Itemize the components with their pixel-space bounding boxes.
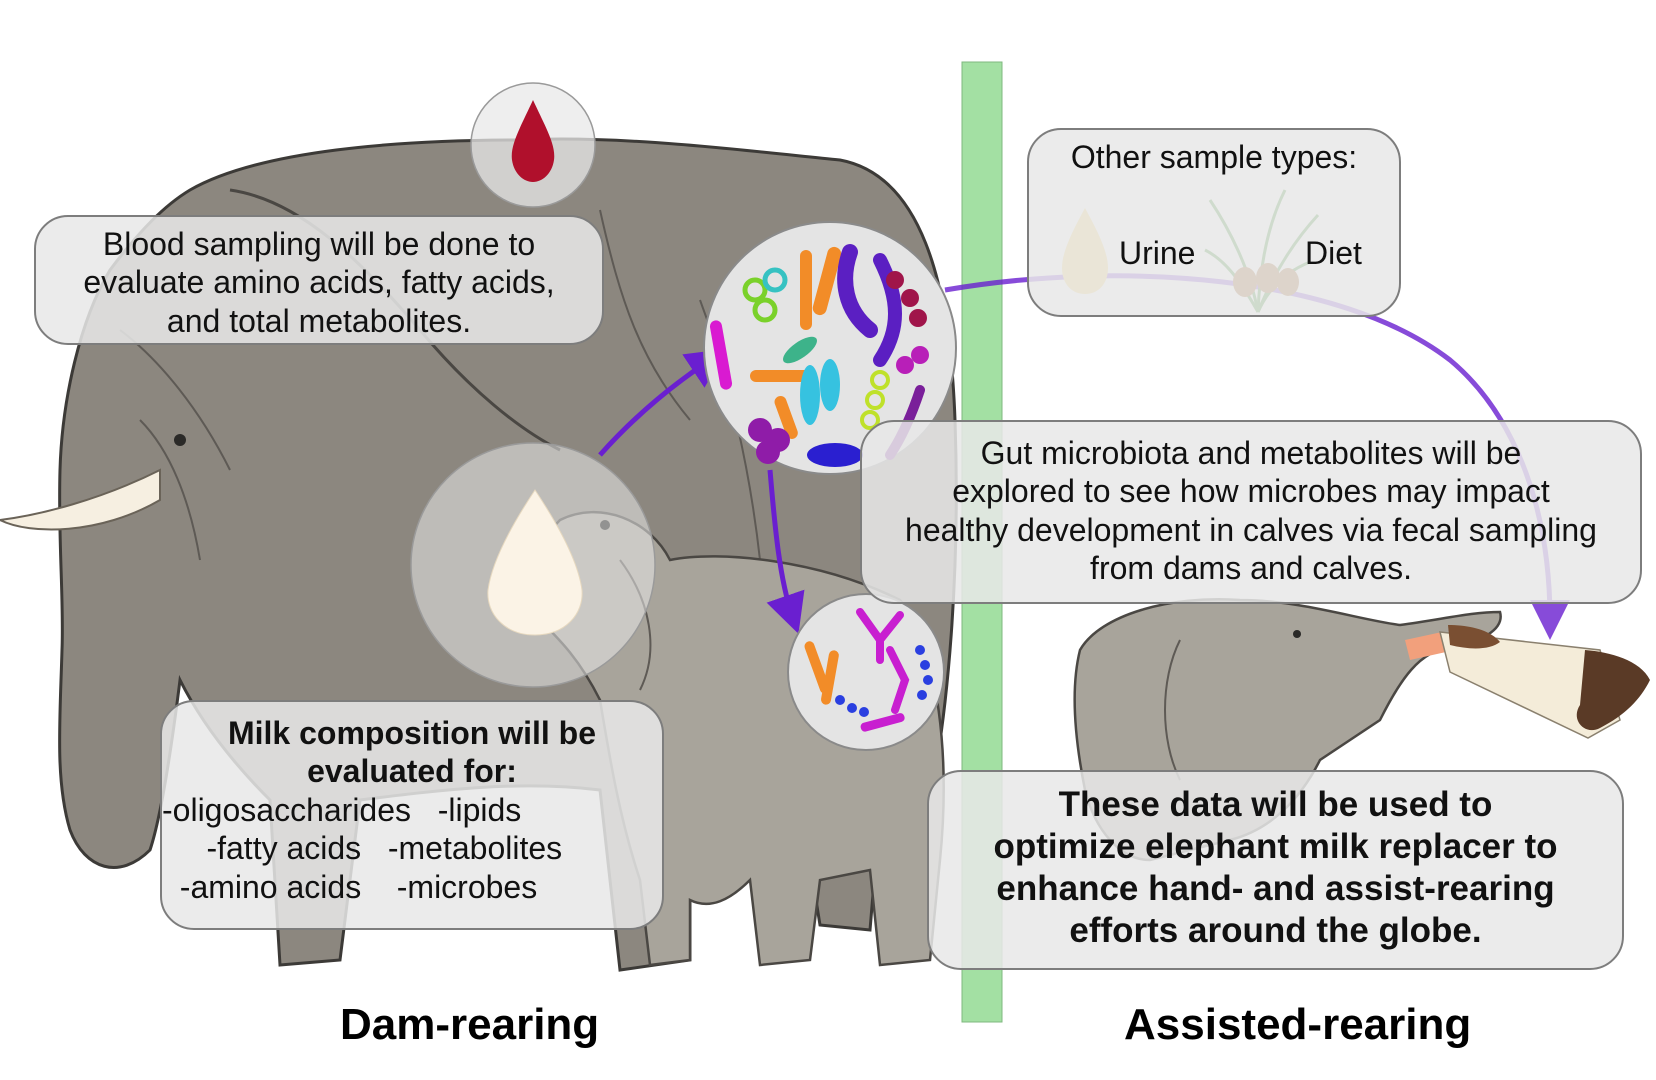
gut-line-3: healthy development in calves via fecal sampling (905, 511, 1597, 548)
diet-label: Diet (1305, 235, 1362, 271)
data-line-4: efforts around the globe. (1069, 911, 1482, 950)
other-samples-title: Other sample types: (1070, 139, 1358, 175)
milk-item-line-2: -fatty acids -metabolites (162, 830, 563, 867)
blood-line-1: Blood sampling will be done to (102, 226, 536, 262)
calf-gut-microbiota-icon (788, 594, 944, 750)
blood-line-3: and total metabolites. (166, 302, 472, 339)
milk-composition-callout (160, 700, 664, 930)
milk-heading-line-2: evaluated for: (307, 753, 517, 790)
blood-sampling-callout (34, 215, 604, 345)
feeding-bottle-illustration (1405, 625, 1650, 738)
milk-item-line-1: -oligosaccharides -lipids (162, 791, 522, 828)
milk-item-line-3: -amino acids -microbes (162, 868, 538, 905)
other-samples-callout (1027, 128, 1401, 317)
gut-line-2: explored to see how microbes may impact (952, 473, 1550, 510)
data-line-3: enhance hand- and assist-rearing (996, 869, 1555, 908)
data-line-1: These data will be used to (1058, 785, 1493, 824)
assisted-rearing-label: Assisted-rearing (1124, 1000, 1472, 1049)
data-line-2: optimize elephant milk replacer to (993, 827, 1558, 866)
blood-line-2: evaluate amino acids, fatty acids, (83, 264, 555, 301)
gut-line-1: Gut microbiota and metabolites will be (980, 435, 1522, 471)
milk-heading-line-1: Milk composition will be (227, 715, 597, 751)
dam-rearing-label: Dam-rearing (340, 1000, 600, 1049)
gut-microbiota-callout (860, 420, 1642, 604)
urine-label: Urine (1119, 235, 1196, 271)
data-usage-callout (927, 770, 1624, 970)
gut-line-4: from dams and calves. (1090, 550, 1412, 587)
